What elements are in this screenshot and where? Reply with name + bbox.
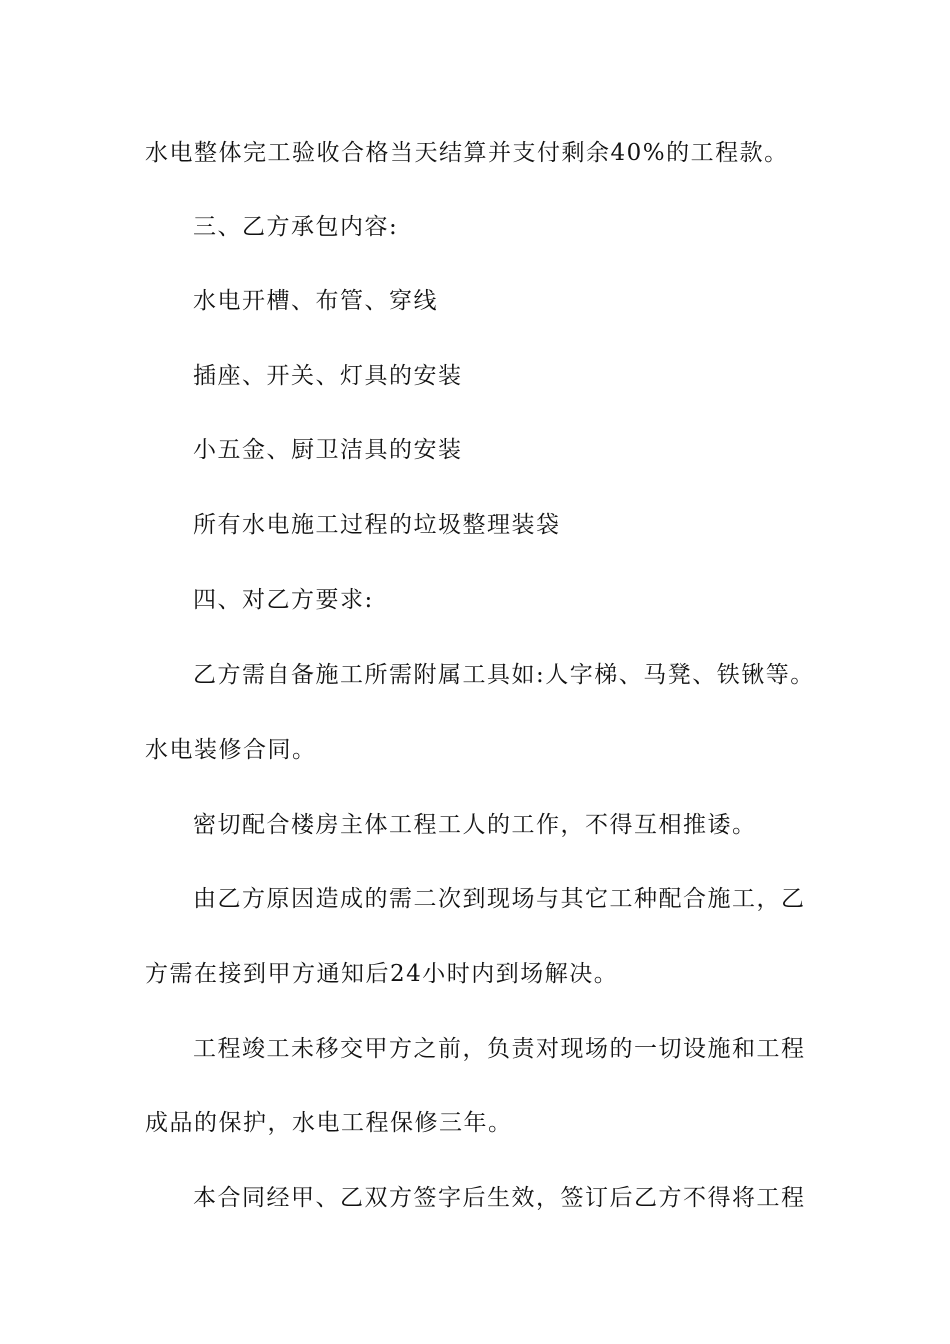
paragraph-line: 水电装修合同。 <box>145 737 317 763</box>
paragraph-line: 水电整体完工验收合格当天结算并支付剩余40%的工程款。 <box>145 140 789 166</box>
list-item: 水电开槽、布管、穿线 <box>193 288 438 314</box>
paragraph-line: 成品的保护，水电工程保修三年。 <box>145 1110 513 1136</box>
paragraph-line: 密切配合楼房主体工程工人的工作，不得互相推诿。 <box>193 812 757 838</box>
paragraph-line: 由乙方原因造成的需二次到现场与其它工种配合施工，乙 <box>193 886 806 912</box>
list-item: 小五金、厨卫洁具的安装 <box>193 437 463 463</box>
paragraph-line: 工程竣工未移交甲方之前，负责对现场的一切设施和工程 <box>193 1036 806 1062</box>
paragraph-line: 本合同经甲、乙双方签字后生效，签订后乙方不得将工程 <box>193 1185 806 1211</box>
section-heading: 三、乙方承包内容: <box>193 214 399 240</box>
paragraph-line: 方需在接到甲方通知后24小时内到场解决。 <box>145 961 619 987</box>
paragraph-line: 乙方需自备施工所需附属工具如:人字梯、马凳、铁锹等。 <box>193 662 815 688</box>
section-heading: 四、对乙方要求: <box>193 587 374 613</box>
list-item: 插座、开关、灯具的安装 <box>193 363 463 389</box>
list-item: 所有水电施工过程的垃圾整理装袋 <box>193 512 561 538</box>
